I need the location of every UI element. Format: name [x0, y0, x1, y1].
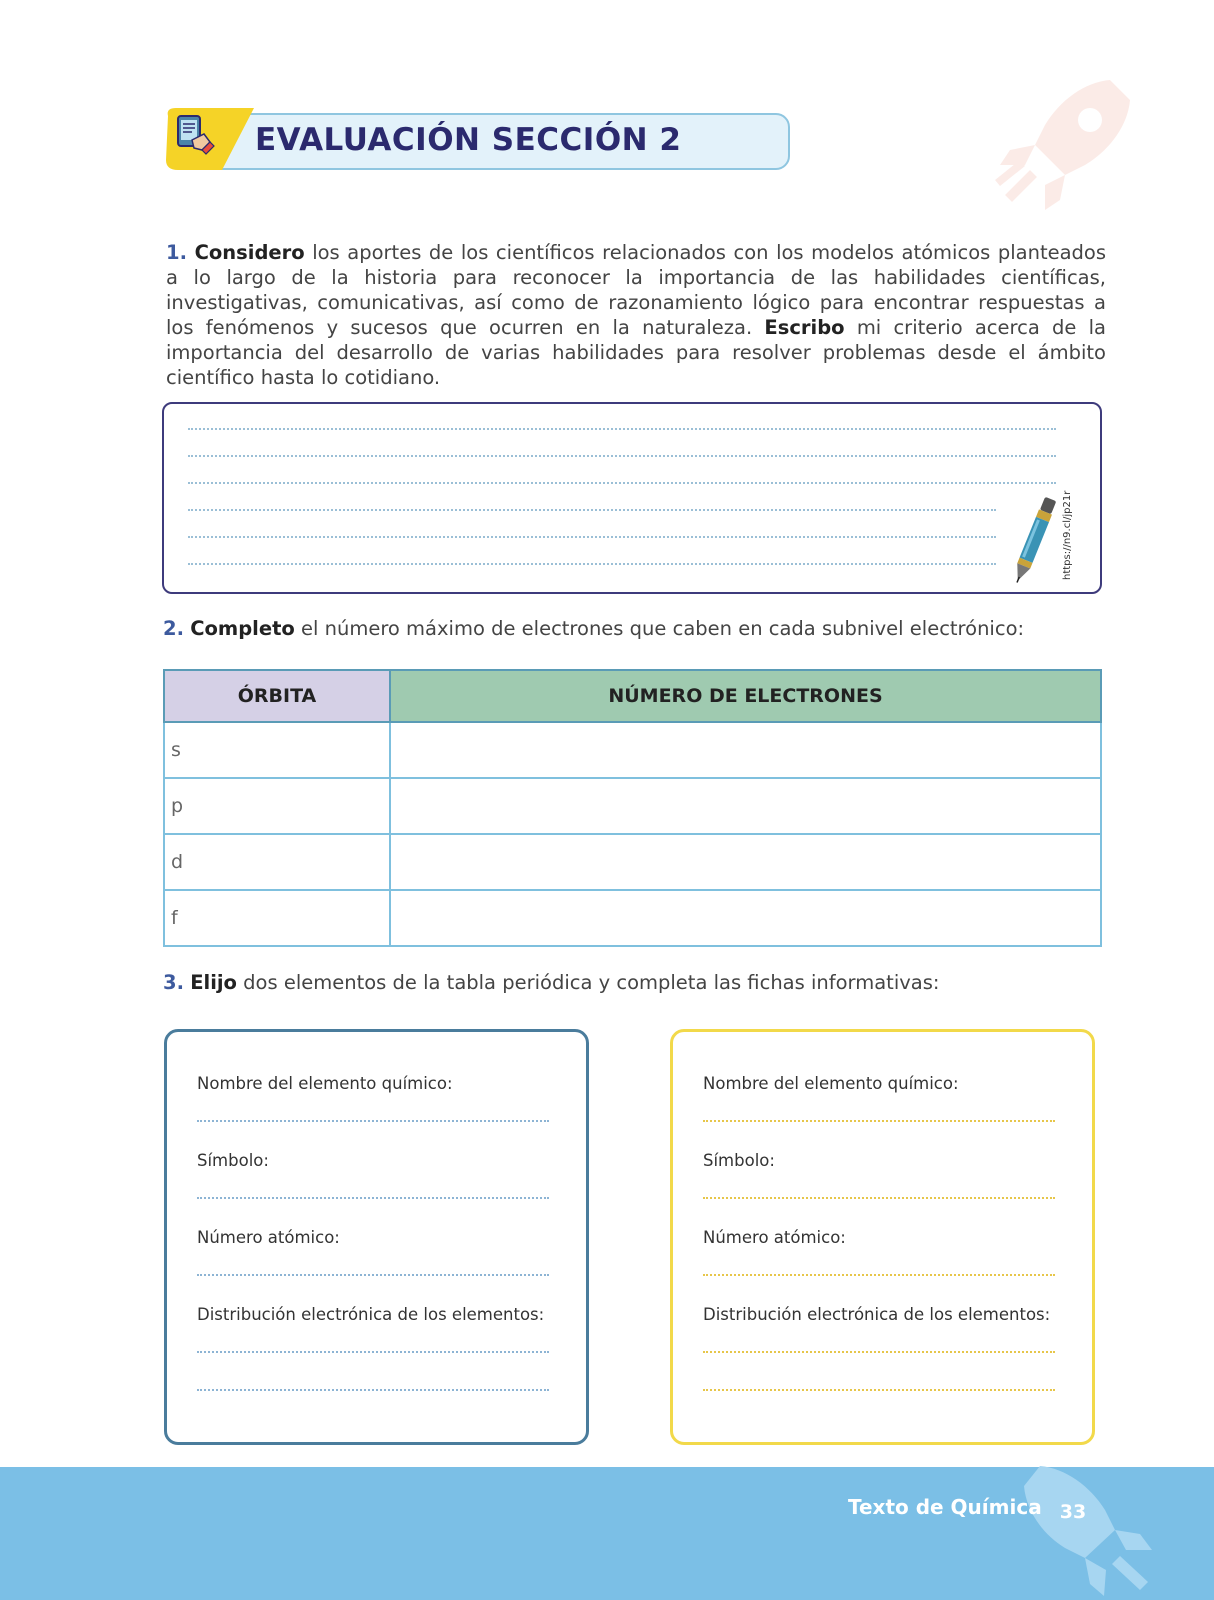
- electrons-input-cell[interactable]: [390, 778, 1101, 834]
- symbol-label: Símbolo:: [197, 1151, 269, 1170]
- question-2-verb: Completo: [190, 617, 295, 640]
- answer-line: [188, 482, 1056, 484]
- electrons-header: NÚMERO DE ELECTRONES: [390, 670, 1101, 722]
- element-name-line[interactable]: [197, 1120, 549, 1122]
- electrons-input-cell[interactable]: [390, 834, 1101, 890]
- symbol-line[interactable]: [703, 1197, 1055, 1199]
- answer-box[interactable]: [162, 402, 1102, 594]
- page-title: EVALUACIÓN SECCIÓN 2: [255, 122, 682, 158]
- book-title: Texto de Química: [848, 1495, 1042, 1519]
- answer-line: [188, 509, 996, 511]
- atomic-number-line[interactable]: [703, 1274, 1055, 1276]
- electron-distribution-line[interactable]: [197, 1351, 549, 1353]
- question-1-number: 1.: [166, 241, 187, 264]
- element-card-1: [164, 1029, 589, 1445]
- link-text[interactable]: https://n9.cl/jp21r: [1062, 490, 1073, 580]
- question-2: [163, 616, 1024, 641]
- electron-distribution-label: Distribución electrónica de los elementos:: [197, 1305, 545, 1324]
- atomic-number-label: Número atómico:: [197, 1228, 340, 1247]
- orbit-header: ÓRBITA: [164, 670, 390, 722]
- question-1-text: los aportes de los científicos relacionados con los modelos atómicos planteados a lo largo de la historia para reconocer la importancia de las habilidades científicas, investigativas, comunicativas, así como de razonamiento lógico para encontrar respuestas a los fenómenos y sucesos que ocurren en la naturaleza.: [166, 241, 1107, 339]
- answer-line: [188, 428, 1056, 430]
- answer-line: [188, 563, 996, 565]
- element-name-line[interactable]: [703, 1120, 1055, 1122]
- table-row: [164, 834, 1101, 890]
- orbit-cell: f: [164, 890, 390, 946]
- table-header-row: [164, 670, 1101, 722]
- orbit-table: [163, 669, 1102, 947]
- question-3-number: 3.: [163, 971, 184, 994]
- table-row: [164, 778, 1101, 834]
- atomic-number-label: Número atómico:: [703, 1228, 846, 1247]
- question-1-verb-2: Escribo: [764, 316, 845, 339]
- atomic-number-line[interactable]: [197, 1274, 549, 1276]
- electrons-input-cell[interactable]: [390, 890, 1101, 946]
- rocket-icon: [1020, 1458, 1170, 1600]
- electron-distribution-label: Distribución electrónica de los elementos:: [703, 1305, 1051, 1324]
- page-number: 33: [1052, 1491, 1094, 1533]
- answer-line: [188, 536, 996, 538]
- electron-distribution-line[interactable]: [197, 1389, 549, 1391]
- question-1: [166, 240, 1106, 390]
- symbol-line[interactable]: [197, 1197, 549, 1199]
- table-row: [164, 890, 1101, 946]
- answer-line: [188, 455, 1056, 457]
- orbit-cell: d: [164, 834, 390, 890]
- element-name-label: Nombre del elemento químico:: [197, 1074, 453, 1093]
- question-3-verb: Elijo: [190, 971, 237, 994]
- question-1-text-2: mi criterio acerca de la importancia del desarrollo de varias habilidades para resolver problemas desde el ámbito científico hasta lo cotidiano.: [166, 316, 1107, 389]
- orbit-cell: s: [164, 722, 390, 778]
- electron-distribution-line[interactable]: [703, 1351, 1055, 1353]
- question-3: [163, 970, 939, 995]
- pen-icon: [1010, 490, 1060, 586]
- element-name-label: Nombre del elemento químico:: [703, 1074, 959, 1093]
- question-1-verb: Considero: [194, 241, 305, 264]
- electron-distribution-line[interactable]: [703, 1389, 1055, 1391]
- question-3-text: dos elementos de la tabla periódica y completa las fichas informativas:: [236, 971, 940, 994]
- element-card-2: [670, 1029, 1095, 1445]
- electrons-input-cell[interactable]: [390, 722, 1101, 778]
- tablet-hand-icon: [162, 106, 254, 172]
- table-row: [164, 722, 1101, 778]
- question-2-text: el número máximo de electrones que caben en cada subnivel electrónico:: [294, 617, 1025, 640]
- rocket-watermark-icon: [990, 70, 1140, 220]
- symbol-label: Símbolo:: [703, 1151, 775, 1170]
- orbit-cell: p: [164, 778, 390, 834]
- question-2-number: 2.: [163, 617, 184, 640]
